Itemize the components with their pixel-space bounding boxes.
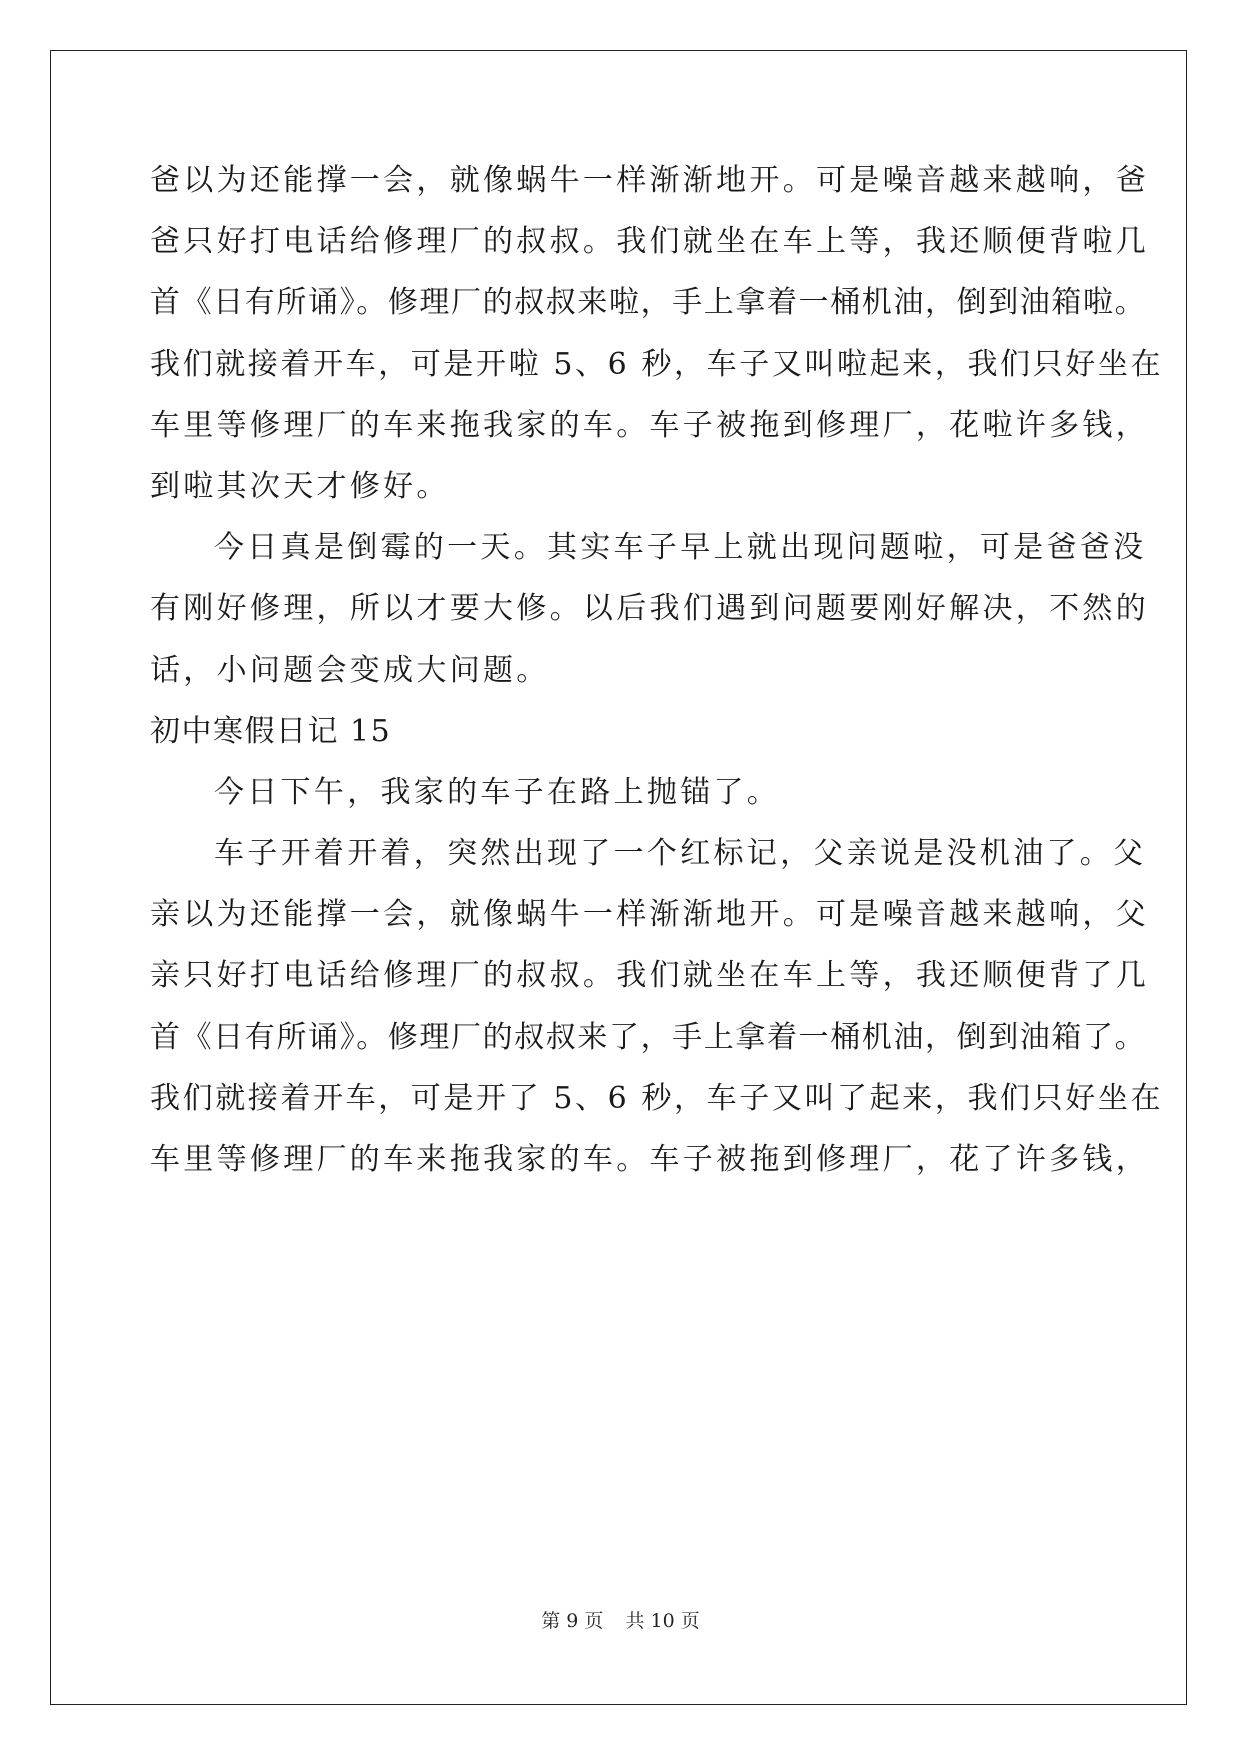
- text-line: 首《日有所诵》。修理厂的叔叔来了，手上拿着一桶机油，倒到油箱了。: [150, 1019, 1147, 1055]
- text-line: 话，小问题会变成大问题。: [150, 652, 550, 688]
- text-line: 我们就接着开车，可是开啦 5、6 秒，车子又叫啦起来，我们只好坐在: [150, 346, 1164, 382]
- text-line: 爸只好打电话给修理厂的叔叔。我们就坐在车上等，我还顺便背啦几: [150, 224, 1149, 260]
- text-line: 到啦其次天才修好。: [150, 468, 450, 504]
- text-line: 车里等修理厂的车来拖我家的车。车子被拖到修理厂，花啦许多钱，: [150, 407, 1149, 443]
- page-footer: [0, 1606, 1241, 1633]
- section-heading: 初中寒假日记 15: [150, 713, 392, 749]
- text-line: 亲以为还能撑一会，就像蜗牛一样渐渐地开。可是噪音越来越响，父: [150, 897, 1149, 933]
- paragraph-first-line: 今日下午，我家的车子在路上抛锚了。: [214, 774, 781, 810]
- page-number: 第 9 页: [541, 1610, 604, 1632]
- paragraph-first-line: 车子开着开着，突然出现了一个红标记，父亲说是没机油了。父: [214, 836, 1147, 872]
- document-body: [150, 150, 1164, 1190]
- text-line: 爸以为还能撑一会，就像蜗牛一样渐渐地开。可是噪音越来越响，爸: [150, 163, 1149, 198]
- paragraph-first-line: 今日真是倒霉的一天。其实车子早上就出现问题啦，可是爸爸没: [214, 530, 1147, 566]
- text-line: 我们就接着开车，可是开了 5、6 秒，车子又叫了起来，我们只好坐在: [150, 1080, 1164, 1116]
- text-line: 亲只好打电话给修理厂的叔叔。我们就坐在车上等，我还顺便背了几: [150, 958, 1149, 994]
- text-line: 首《日有所诵》。修理厂的叔叔来啦，手上拿着一桶机油，倒到油箱啦。: [150, 285, 1147, 321]
- text-line: 车里等修理厂的车来拖我家的车。车子被拖到修理厂，花了许多钱，: [150, 1142, 1149, 1177]
- page-total: 共 10 页: [625, 1610, 700, 1632]
- text-line: 有刚好修理，所以才要大修。以后我们遇到问题要刚好解决，不然的: [150, 591, 1149, 627]
